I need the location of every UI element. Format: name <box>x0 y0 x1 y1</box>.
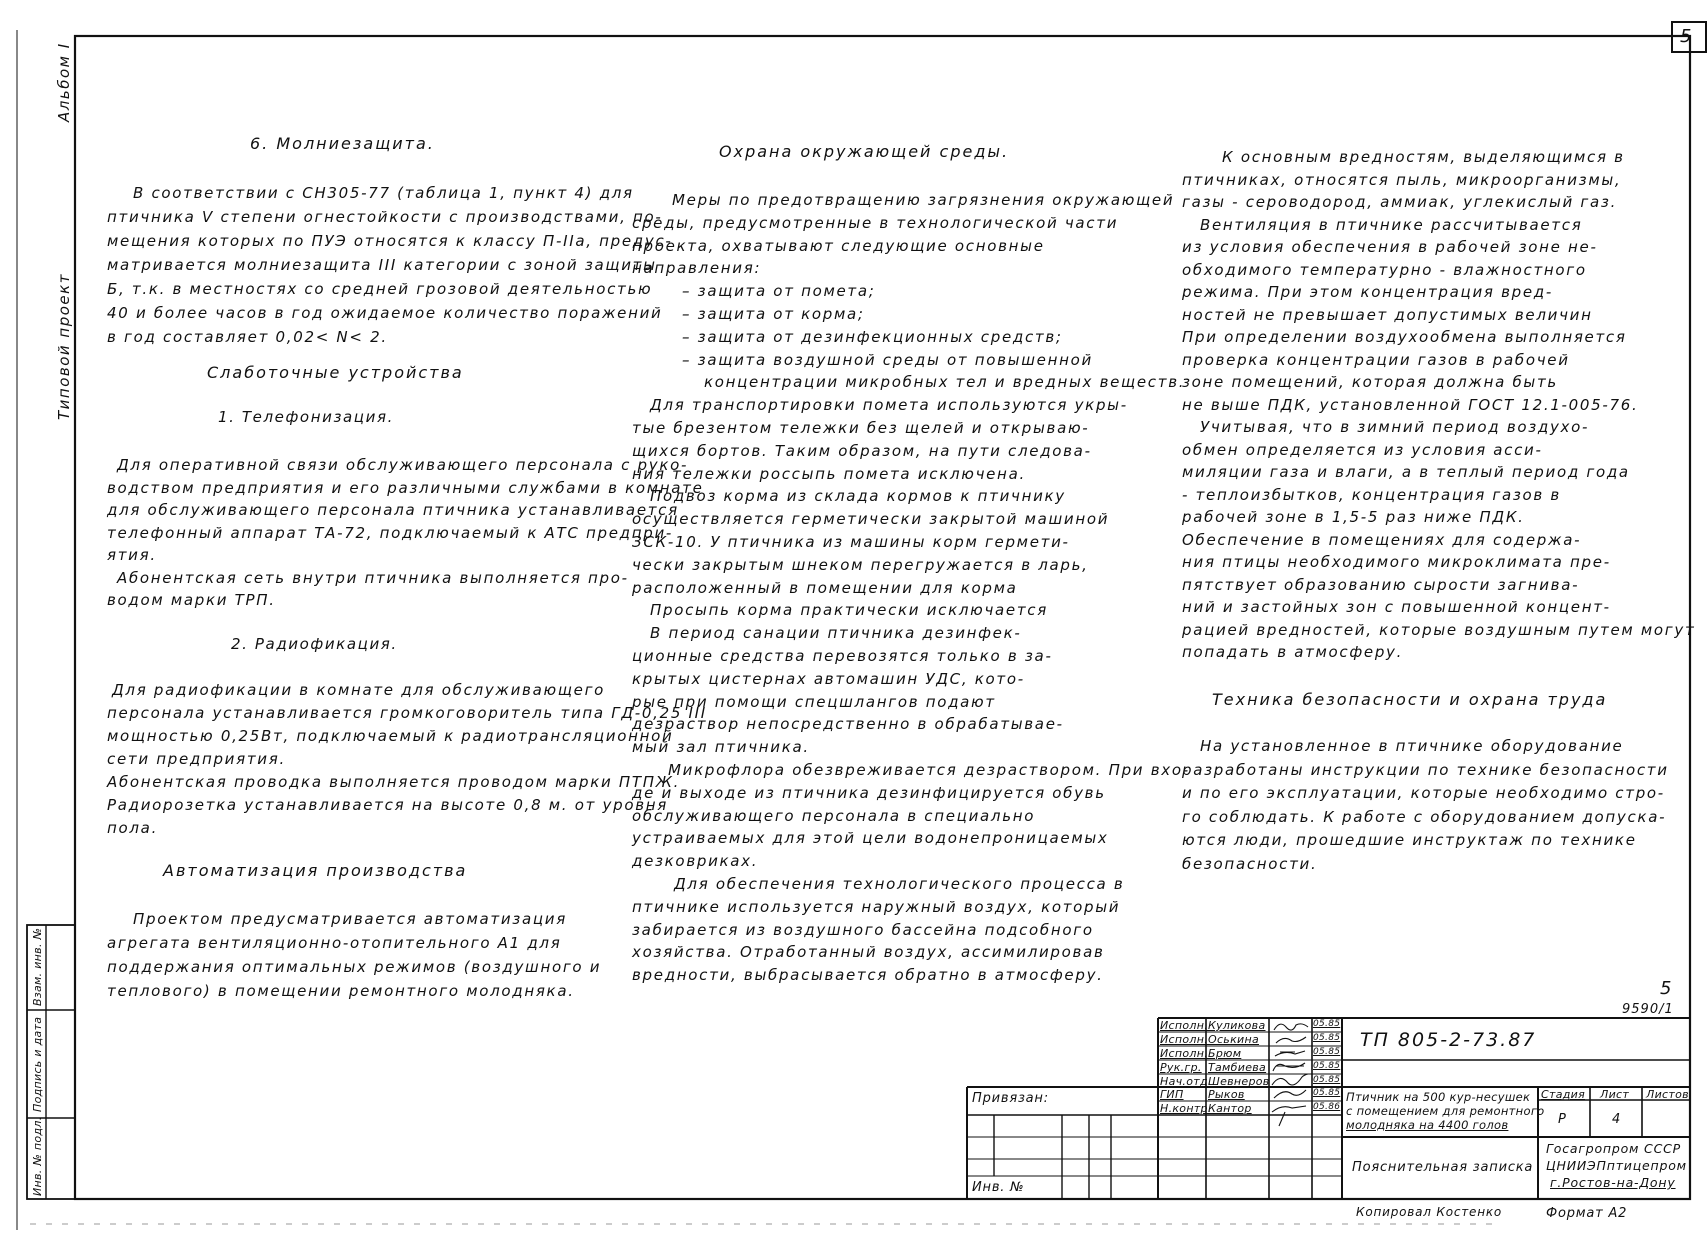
signature-role: ГИП <box>1160 1088 1184 1101</box>
environment-line: направления: <box>632 259 762 278</box>
emissions-line: ностей не превышает допустимых величин <box>1182 305 1593 324</box>
sheet-mark-code: 9590/1 <box>1622 1002 1674 1017</box>
signature-date: 05.85 <box>1313 1088 1341 1098</box>
sheet-number-top: 5 <box>1680 26 1694 47</box>
inv-number-label: Инв. № <box>972 1180 1025 1195</box>
emissions-line: газы - сероводород, аммиак, углекислый газ. <box>1182 193 1618 211</box>
emissions-line: режима. При этом концентрация вред- <box>1182 283 1553 301</box>
signature-role: Исполн. <box>1160 1033 1209 1046</box>
signature-date: 05.86 <box>1313 1102 1341 1112</box>
environment-line: концентрации микробных тел и вредных веществ. <box>704 373 1186 392</box>
environment-line: расположенный в помещении для корма <box>632 578 1018 597</box>
emissions-line: Обеспечение в помещениях для содержа- <box>1182 530 1582 549</box>
organization-3: г.Ростов-на-Дону <box>1550 1175 1676 1190</box>
signature-name: Брюм <box>1208 1047 1242 1060</box>
stamp-original-inv: Инв. № подл. <box>31 1116 44 1196</box>
environment-line: ционные средства перевозятся только в за- <box>632 647 1053 665</box>
object-name-2: с помещением для ремонтного <box>1346 1104 1545 1118</box>
safety-line: го соблюдать. К работе с оборудованием допуска- <box>1182 807 1667 826</box>
environment-line: В период санации птичника дезинфек- <box>650 624 1022 643</box>
signature-role: Исполн. <box>1160 1019 1209 1032</box>
heading-environment: Охрана окружающей среды. <box>719 142 1010 161</box>
emissions-line: зоне помещений, которая должна быть <box>1182 373 1558 391</box>
signature-role: Нач.отд. <box>1160 1075 1212 1088</box>
environment-line: Меры по предотвращению загрязнения окружающей <box>672 191 1175 209</box>
signature-name: Кантор <box>1208 1102 1252 1115</box>
signature-date: 05.85 <box>1313 1075 1341 1085</box>
environment-line: дезраствор непосредственно в обрабатывае- <box>632 715 1064 734</box>
object-name-1: Птичник на 500 кур-несушек <box>1346 1090 1531 1104</box>
signature-role: Н.контр. <box>1160 1102 1212 1115</box>
environment-line: де и выходе из птичника дезинфицируется обувь <box>632 783 1106 802</box>
signature-date: 05.85 <box>1313 1047 1341 1057</box>
album-label: Альбом I <box>55 42 73 122</box>
emissions-line: Вентиляция в птичнике рассчитывается <box>1200 215 1583 234</box>
emissions-line: птичниках, относятся пыль, микроорганизмы, <box>1182 170 1622 189</box>
radio-line: сети предприятия. <box>107 750 286 768</box>
emissions-line: проверка концентрации газов в рабочей <box>1182 350 1570 369</box>
signature-name: Оськина <box>1208 1033 1260 1046</box>
signature-marks <box>1272 1024 1308 1126</box>
stamp-signature-date: Подпись и дата <box>31 1016 44 1112</box>
telephony-line: Для оперативной связи обслуживающего персонала с руко- <box>117 456 689 474</box>
sheets-label: Листов <box>1646 1088 1689 1101</box>
signature-name: Тамбиева <box>1208 1061 1267 1074</box>
environment-line: крытых цистернах автомашин УДС, кото- <box>632 669 1025 688</box>
environment-line: забирается из воздушного бассейна подсобного <box>632 920 1094 939</box>
environment-line: птичнике используется наружный воздух, который <box>632 897 1121 916</box>
document-name: Пояснительная записка <box>1352 1160 1534 1175</box>
telephony-line: ятия. <box>107 546 157 564</box>
environment-line: Подвоз корма из склада кормов к птичнику <box>650 487 1066 506</box>
environment-line: Для транспортировки помета используются укры- <box>650 396 1128 415</box>
radio-line: мощностью 0,25Вт, подключаемый к радиотрансляционной <box>107 727 674 745</box>
signature-date: 05.85 <box>1313 1033 1341 1043</box>
automation-line: теплового) в помещении ремонтного молодняка. <box>107 982 575 1000</box>
bound-label: Привязан: <box>972 1091 1049 1106</box>
environment-line: – защита от дезинфекционных средств; <box>682 327 1063 346</box>
lightning-line: в год составляет 0,02< N< 2. <box>107 328 388 346</box>
organization-2: ЦНИИЭПптицепром <box>1546 1158 1687 1173</box>
signature-name: Куликова <box>1208 1019 1266 1032</box>
paper-format: Формат А2 <box>1546 1206 1628 1221</box>
signature-role: Исполн. <box>1160 1047 1209 1060</box>
safety-line: На установленное в птичнике оборудование <box>1200 737 1624 755</box>
environment-line: щихся бортов. Таким образом, на пути следова- <box>632 441 1092 460</box>
lightning-line: птичника V степени огнестойкости с производствами, по- <box>107 208 663 226</box>
stage-label: Стадия <box>1541 1088 1586 1101</box>
telephony-line: для обслуживающего персонала птичника устанавливается <box>107 501 679 519</box>
emissions-line: К основным вредностям, выделяющимся в <box>1222 148 1625 166</box>
safety-line: безопасности. <box>1182 854 1318 873</box>
environment-line: – защита от корма; <box>682 305 865 323</box>
signature-name: Рыков <box>1208 1088 1245 1101</box>
emissions-line: При определении воздухообмена выполняется <box>1182 328 1627 346</box>
emissions-line: из условия обеспечения в рабочей зоне не- <box>1182 238 1598 256</box>
stamp-replacement-inv: Взам. инв. № <box>31 927 44 1006</box>
stage-value: Р <box>1558 1112 1567 1127</box>
radio-line: Для радиофикации в комнате для обслуживающего <box>112 681 606 699</box>
document-designation: ТП 805-2-73.87 <box>1360 1029 1537 1051</box>
emissions-line: не выше ПДК, установленной ГОСТ 12.1-005-76. <box>1182 395 1639 414</box>
environment-line: – защита от помета; <box>682 282 876 301</box>
environment-line: рые при помощи спецшлангов подают <box>632 692 996 711</box>
radio-line: персонала устанавливается громкоговоритель типа ГД-0,25 III <box>107 704 707 722</box>
environment-line: – защита воздушной среды от повышенной <box>682 350 1093 369</box>
emissions-line: Учитывая, что в зимний период воздухо- <box>1200 418 1590 436</box>
heading-safety: Техника безопасности и охрана труда <box>1212 690 1608 709</box>
radio-line: Абонентская проводка выполняется проводом марки ПТПЖ. <box>107 773 681 791</box>
emissions-line: пятствует образованию сырости загнива- <box>1182 575 1580 594</box>
signature-date: 05.85 <box>1313 1019 1341 1029</box>
environment-line: мый зал птичника. <box>632 738 810 757</box>
emissions-line: рацией вредностей, которые воздушным путем могут <box>1182 620 1696 639</box>
telephony-line: водом марки ТРП. <box>107 591 276 609</box>
environment-line: чески закрытым шнеком перегружается в ларь, <box>632 555 1089 574</box>
emissions-line: обмен определяется из условия асси- <box>1182 440 1543 459</box>
environment-line: Просыпь корма практически исключается <box>650 601 1048 620</box>
environment-line: хозяйства. Отработанный воздух, ассимилировав <box>632 943 1105 962</box>
environment-line: осуществляется герметически закрытой машиной <box>632 510 1110 529</box>
lightning-line: матривается молниезащита III категории с зоной защиты <box>107 256 657 274</box>
automation-line: поддержания оптимальных режимов (воздушного и <box>107 958 602 976</box>
emissions-line: ний и застойных зон с повышенной концент- <box>1182 598 1611 616</box>
organization-1: Госагропром СССР <box>1546 1141 1681 1156</box>
radio-line: пола. <box>107 819 159 837</box>
lightning-line: 40 и более часов в год ожидаемое количество поражений <box>107 304 663 322</box>
radio-line: Радиорозетка устанавливается на высоте 0,8 м. от уровня <box>107 796 668 814</box>
heading-radio: 2. Радиофикация. <box>231 635 398 653</box>
environment-line: Микрофлора обезвреживается дезраствором. При вхо- <box>668 761 1190 779</box>
telephony-line: Абонентская сеть внутри птичника выполняется про- <box>117 568 629 587</box>
emissions-line: - теплоизбытков, концентрация газов в <box>1182 485 1561 504</box>
heading-automation: Автоматизация производства <box>163 861 468 880</box>
environment-line: проекта, охватывают следующие основные <box>632 236 1045 255</box>
environment-line: среды, предусмотренные в технологической части <box>632 213 1119 232</box>
copied-by: Копировал Костенко <box>1356 1205 1503 1219</box>
environment-line: тые брезентом тележки без щелей и открываю- <box>632 419 1090 437</box>
project-type-label: Типовой проект <box>55 273 73 420</box>
emissions-line: миляции газа и влаги, а в теплый период года <box>1182 463 1630 481</box>
telephony-line: телефонный аппарат ТА-72, подключаемый к АТС предпри- <box>107 523 674 542</box>
sheet-mark-page: 5 <box>1660 978 1674 999</box>
lightning-line: В соответствии с СН305-77 (таблица 1, пункт 4) для <box>133 184 634 202</box>
environment-line: Для обеспечения технологического процесса в <box>674 875 1125 893</box>
safety-line: разработаны инструкции по технике безопасности <box>1182 760 1669 779</box>
signature-role: Рук.гр. <box>1160 1061 1202 1074</box>
sheet-label: Лист <box>1600 1088 1630 1101</box>
emissions-line: ния птицы необходимого микроклимата пре- <box>1182 553 1611 571</box>
object-name-3: молодняка на 4400 голов <box>1346 1118 1509 1132</box>
environment-line: ния тележки россыпь помета исключена. <box>632 464 1026 483</box>
environment-line: вредности, выбрасывается обратно в атмосферу. <box>632 966 1104 985</box>
lightning-line: Б, т.к. в местностях со средней грозовой деятельностью <box>107 280 653 298</box>
automation-line: агрегата вентиляционно-отопительного А1 для <box>107 934 562 952</box>
emissions-line: обходимого температурно - влажностного <box>1182 260 1587 279</box>
lightning-line: мещения которых по ПУЭ относятся к классу П-IIа, предус- <box>107 232 673 250</box>
environment-line: дезковриках. <box>632 852 759 871</box>
telephony-line: водством предприятия и его различными службами в комнате <box>107 478 704 497</box>
heading-lightning: 6. Молниезащита. <box>250 134 435 153</box>
environment-line: ЗСК-10. У птичника из машины корм гермети- <box>632 533 1070 551</box>
heading-low-current: Слаботочные устройства <box>207 363 464 382</box>
emissions-line: попадать в атмосферу. <box>1182 643 1404 661</box>
environment-line: устраиваемых для этой цели водонепроницаемых <box>632 829 1109 848</box>
sheet-value: 4 <box>1612 1112 1622 1127</box>
safety-line: и по его эксплуатации, которые необходимо стро- <box>1182 784 1665 802</box>
safety-line: ются люди, прошедшие инструктаж по технике <box>1182 831 1637 849</box>
automation-line: Проектом предусматривается автоматизация <box>133 910 567 928</box>
environment-line: обслуживающего персонала в специально <box>632 806 1036 825</box>
signature-name: Шевнеров <box>1208 1075 1270 1088</box>
heading-telephony: 1. Телефонизация. <box>218 408 394 426</box>
signature-date: 05.85 <box>1313 1061 1341 1071</box>
emissions-line: рабочей зоне в 1,5-5 раз ниже ПДК. <box>1182 508 1525 526</box>
